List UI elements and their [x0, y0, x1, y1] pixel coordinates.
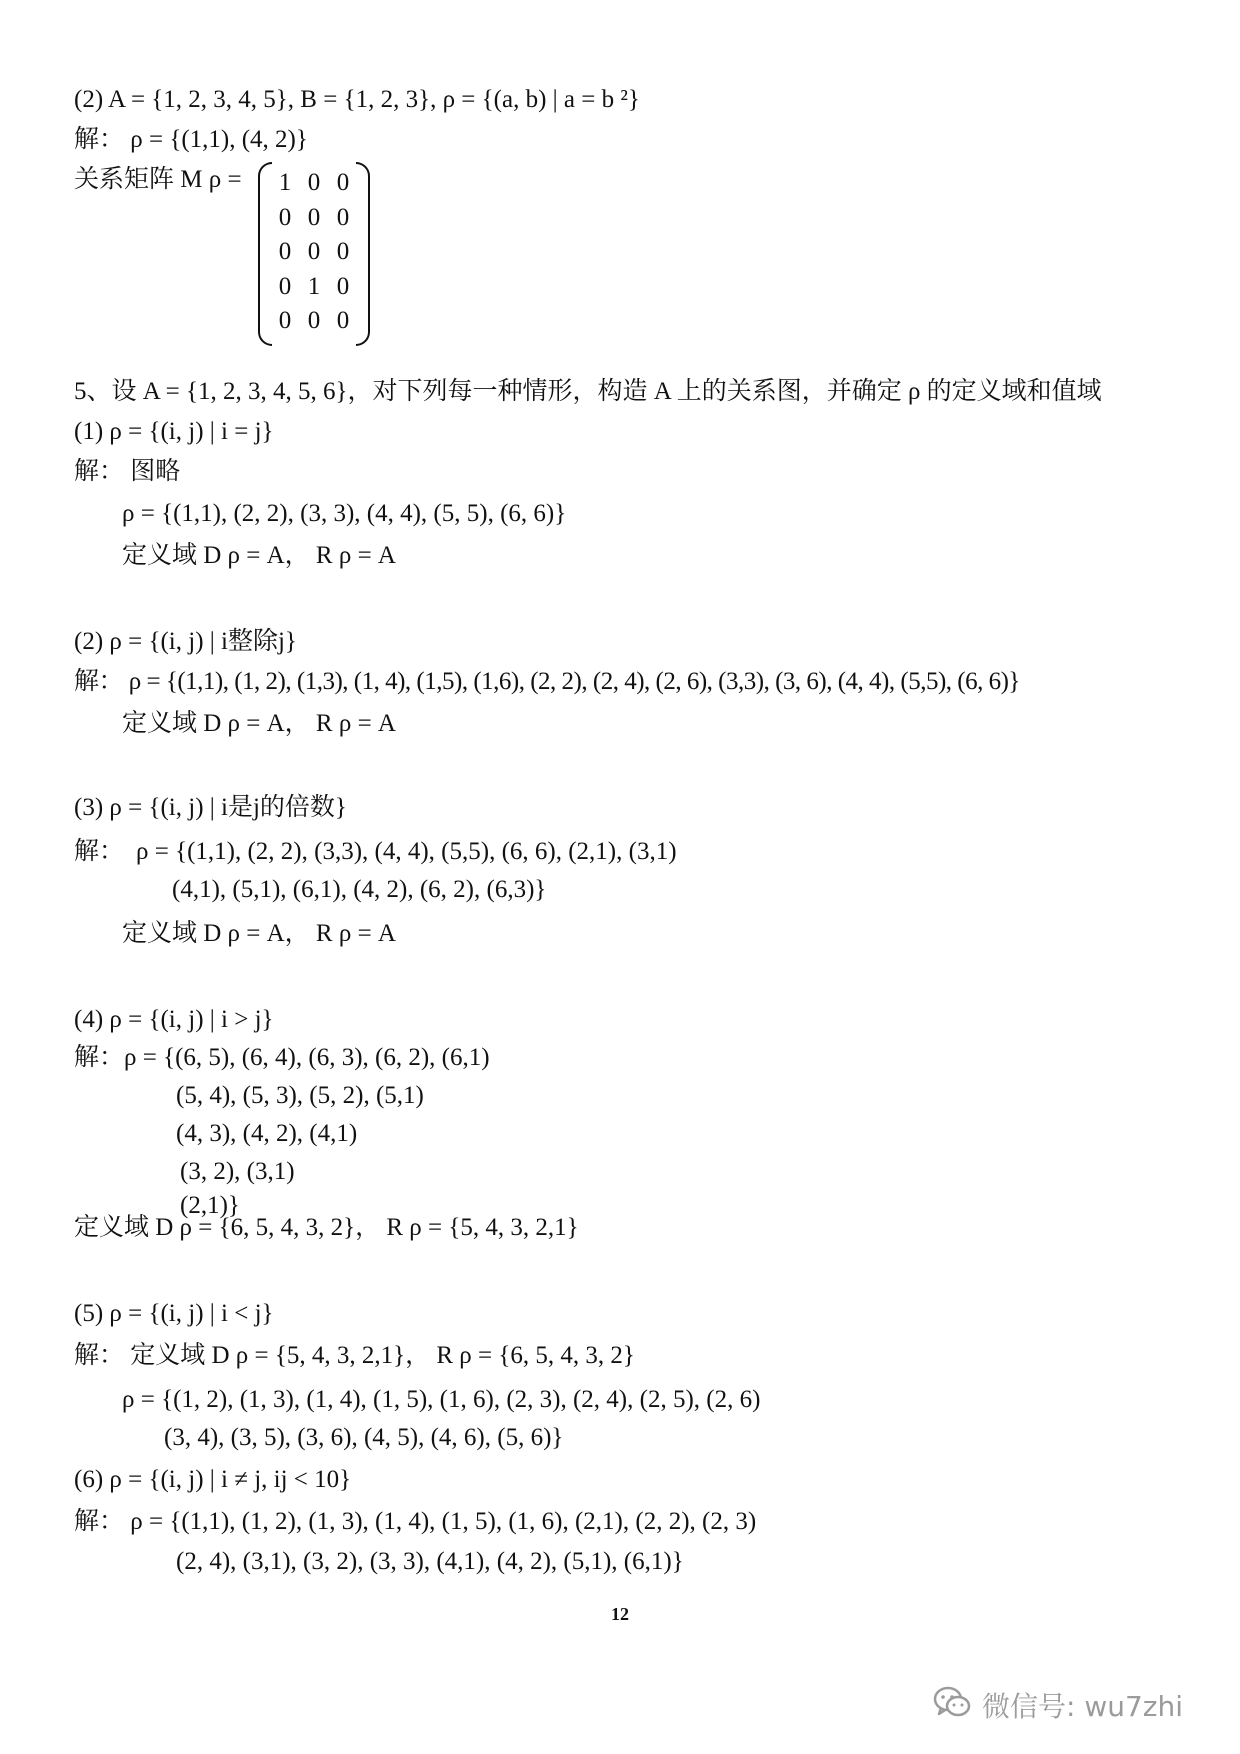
case5-domain: 解： 定义域 D ρ = {5, 4, 3, 2,1}， R ρ = {6, 5, 4, 3, 2}: [74, 1342, 635, 1369]
case4-domain: 定义域 D ρ = {6, 5, 4, 3, 2}， R ρ = {5, 4, 3, 2,1}: [74, 1214, 579, 1241]
matrix-cell: 0: [278, 272, 292, 300]
page-number: 12: [611, 1604, 629, 1624]
matrix-left-bracket: [258, 162, 272, 346]
case6-relation-line1: 解： ρ = {(1,1), (1, 2), (1, 3), (1, 4), (1, 5), (1, 6), (2,1), (2, 2), (2, 3): [74, 1508, 757, 1535]
matrix-row: [274, 272, 354, 302]
matrix-cell: 1: [307, 272, 321, 300]
matrix-cell: 0: [336, 203, 350, 231]
case4-relation-line1: 解：ρ = {(6, 5), (6, 4), (6, 3), (6, 2), (6,1): [74, 1044, 490, 1071]
matrix-cell: 0: [307, 307, 321, 334]
case1-heading: (1) ρ = {(i, j) | i = j}: [74, 418, 274, 445]
case5-relation-line1: ρ = {(1, 2), (1, 3), (1, 4), (1, 5), (1, 6), (2, 3), (2, 4), (2, 5), (2, 6): [122, 1386, 761, 1413]
case3-domain: 定义域 D ρ = A， R ρ = A: [122, 920, 396, 947]
matrix-row: [274, 168, 354, 198]
case4-relation-line4: (3, 2), (3,1): [180, 1158, 295, 1185]
case3-relation-line2: (4,1), (5,1), (6,1), (4, 2), (6, 2), (6,3)}: [172, 876, 547, 903]
part2-heading: (2) A = {1, 2, 3, 4, 5}, B = {1, 2, 3}, ρ = {(a, b) | a = b ²}: [74, 86, 640, 113]
case2-heading: (2) ρ = {(i, j) | i整除j}: [74, 628, 297, 655]
case5-heading: (5) ρ = {(i, j) | i < j}: [74, 1300, 274, 1327]
matrix-cell: 0: [307, 169, 321, 196]
case5-relation-line2: (3, 4), (3, 5), (3, 6), (4, 5), (4, 6), (5, 6)}: [164, 1424, 564, 1451]
matrix-label: 关系矩阵 M ρ =: [74, 166, 242, 193]
case3-relation-line1: ρ = {(1,1), (2, 2), (3,3), (4, 4), (5,5), (6, 6), (2,1), (3,1): [136, 838, 677, 865]
matrix-cell: 0: [307, 203, 321, 231]
case1-relation: ρ = {(1,1), (2, 2), (3, 3), (4, 4), (5, 5), (6, 6)}: [122, 500, 567, 527]
part2-solution: 解： ρ = {(1,1), (4, 2)}: [74, 126, 308, 153]
matrix-row: [274, 306, 354, 336]
case6-heading: (6) ρ = {(i, j) | i ≠ j, ij < 10}: [74, 1466, 352, 1493]
q5-heading: 5、设 A = {1, 2, 3, 4, 5, 6}，对下列每一种情形，构造 A 上的关系图，并确定 ρ 的定义域和值域: [74, 378, 1102, 405]
matrix-cell: 0: [336, 272, 350, 300]
matrix-cell: 0: [278, 307, 292, 334]
matrix-cell: 0: [307, 238, 321, 265]
matrix-cell: 0: [278, 203, 292, 231]
case2-relation: 解： ρ = {(1,1), (1, 2), (1,3), (1, 4), (1,5), (1,6), (2, 2), (2, 4), (2, 6), (3,3), (3, 6), (4, 4), (5,5), (6, 6)}: [74, 668, 1020, 695]
relation-matrix: [258, 162, 370, 346]
case4-relation-line2: (5, 4), (5, 3), (5, 2), (5,1): [176, 1082, 424, 1109]
matrix-cell: 0: [278, 238, 292, 265]
case4-relation-line3: (4, 3), (4, 2), (4,1): [176, 1120, 358, 1147]
matrix-cell: 0: [336, 169, 350, 196]
case6-relation-line2: (2, 4), (3,1), (3, 2), (3, 3), (4,1), (4, 2), (5,1), (6,1)}: [176, 1548, 684, 1575]
case1-domain: 定义域 D ρ = A， R ρ = A: [122, 542, 396, 569]
matrix-cell: 1: [278, 169, 292, 196]
case4-heading: (4) ρ = {(i, j) | i > j}: [74, 1006, 274, 1033]
matrix-right-bracket: [356, 162, 370, 346]
case3-prefix: 解：: [74, 838, 125, 865]
case2-domain: 定义域 D ρ = A， R ρ = A: [122, 710, 396, 737]
wechat-icon: [932, 1682, 972, 1729]
case1-note: 解： 图略: [74, 458, 181, 485]
matrix-row: [274, 203, 354, 233]
watermark: [932, 1680, 1183, 1730]
watermark-text: 微信号: wu7zhi: [982, 1690, 1184, 1723]
matrix-cell: 0: [336, 238, 350, 265]
case3-heading: (3) ρ = {(i, j) | i是j的倍数}: [74, 794, 347, 821]
matrix-row: [274, 237, 354, 267]
matrix-cell: 0: [336, 307, 350, 334]
case4-relation-line5: (2,1)}: [180, 1192, 240, 1219]
